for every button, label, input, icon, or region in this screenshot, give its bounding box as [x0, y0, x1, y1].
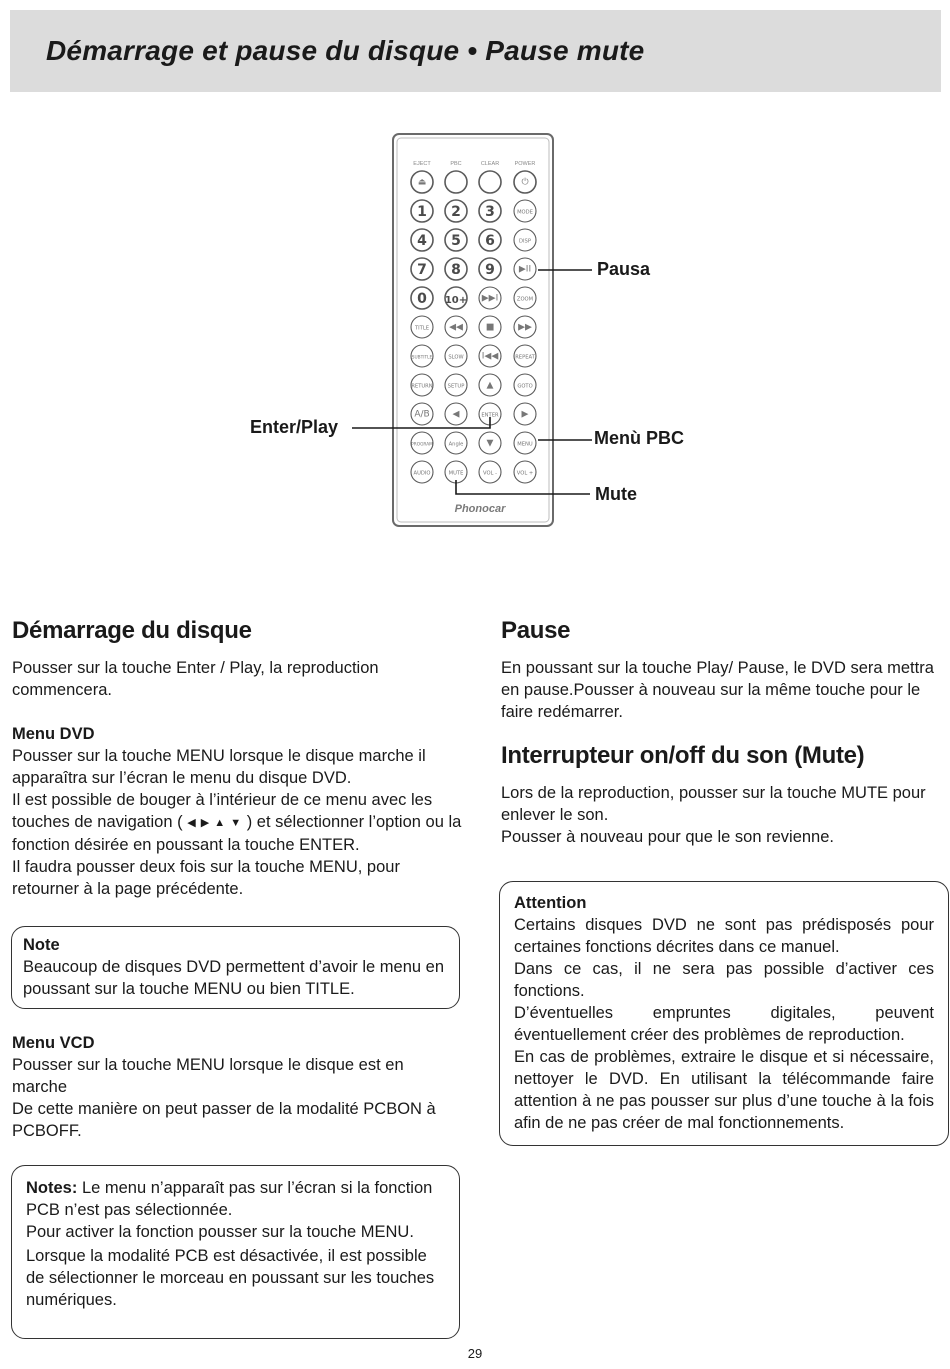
- attention-line3: D’éventuelles empruntes digitales, peuvent éventuellement créer des problèmes de reproduction.: [514, 1004, 934, 1044]
- header-band: [10, 10, 941, 92]
- remote-button-label: PROGRAM: [411, 442, 433, 448]
- note-body: Beaucoup de disques DVD permettent d’avoir le menu en poussant sur la touche MENU ou bien TITLE.: [23, 958, 444, 998]
- remote-button-label: ■: [485, 322, 495, 333]
- remote-button-label: I◀◀: [481, 351, 499, 362]
- remote-button-label: VOL -: [483, 470, 497, 477]
- remote-button-label: 7: [417, 262, 427, 278]
- remote-svg: [0, 120, 950, 540]
- menu-dvd-heading: Menu DVD: [12, 725, 95, 743]
- remote-button-label: VOL +: [516, 470, 534, 477]
- remote-button-label: A/B: [414, 409, 430, 420]
- remote-brand-logo: Phonocar: [454, 503, 506, 515]
- callout-enter-play: Enter/Play: [250, 417, 339, 437]
- remote-button-label: 4: [417, 233, 427, 249]
- nav-arrows-icon: ◀ ▶ ▲ ▼: [187, 817, 243, 829]
- callout-mute: Mute: [595, 484, 637, 504]
- attention-line1: Certains disques DVD ne sont pas prédisposés pour certaines fonctions décrites dans ce manuel.: [514, 916, 934, 956]
- remote-button-label: 8: [451, 262, 461, 278]
- remote-button-label: ⏏: [417, 177, 427, 188]
- remote-button: [479, 171, 501, 193]
- attention-heading: Attention: [514, 894, 587, 912]
- menu-vcd-heading: Menu VCD: [12, 1034, 95, 1052]
- remote-button-label: MUTE: [448, 470, 464, 477]
- note-box: [11, 926, 460, 1009]
- remote-button-label: ▶: [521, 409, 529, 420]
- remote-button-label: ▼: [486, 438, 494, 449]
- attention-line4: En cas de problèmes, extraire le disque et si nécessaire, nettoyer le DVD. En utilisant la télécommande faire attention à ne pas pousser sur plus d’une touche à la fois afin de ne pas créer de mal fonctionnements.: [514, 1048, 934, 1132]
- notes-line2: Pour activer la fonction pousser sur la touche MENU.: [26, 1223, 414, 1241]
- remote-top-label: POWER: [514, 161, 536, 167]
- mute-heading: Interrupteur on/off du son (Mute): [501, 742, 865, 769]
- mute-line2: Pousser à nouveau pour que le son revienne.: [501, 828, 834, 846]
- remote-top-label: EJECT: [413, 161, 431, 167]
- note-heading: Note: [23, 936, 60, 954]
- remote-button-label: AUDIO: [413, 470, 431, 477]
- remote-button-label: ZOOM: [516, 296, 534, 303]
- remote-button-label: TITLE: [414, 325, 430, 332]
- remote-button-label: SUBTITLE: [411, 355, 433, 361]
- mute-line1: Lors de la reproduction, pousser sur la touche MUTE pour enlever le son.: [501, 784, 926, 824]
- remote-button-label: SLOW: [448, 354, 464, 361]
- callout-pausa: Pausa: [597, 259, 651, 279]
- notes-line1-text: Le menu n’apparaît pas sur l’écran si la fonction PCB n’est pas sélectionnée.: [26, 1179, 433, 1219]
- pause-body: En poussant sur la touche Play/ Pause, le DVD sera mettra en pause.Pousser à nouveau sur la même touche pour le faire redémarrer.: [501, 659, 934, 721]
- pause-heading: Pause: [501, 617, 571, 644]
- attention-line2: Dans ce cas, il ne sera pas possible d’activer ces fonctions.: [514, 960, 934, 1000]
- remote-button-label: 0: [417, 291, 427, 307]
- demarrage-heading: Démarrage du disque: [12, 617, 252, 644]
- notes-line1: [26, 1177, 445, 1221]
- remote-button-label: ▶▶I: [481, 293, 499, 304]
- remote-button-label: RETURN: [411, 383, 433, 390]
- remote-button-label: ◀◀: [449, 322, 463, 333]
- remote-illustration: [0, 120, 950, 540]
- remote-button-label: GOTO: [517, 383, 533, 390]
- menu-dvd-line2b: ) et sélectionner l’option ou la fonction désirée en poussant la touche ENTER.: [12, 813, 462, 854]
- menu-vcd-line1: Pousser sur la touche MENU lorsque le disque est en marche: [12, 1056, 404, 1096]
- remote-button-label: DISP: [519, 238, 531, 245]
- remote-button-label: ENTER: [481, 412, 499, 419]
- demarrage-body: Pousser sur la touche Enter / Play, la reproduction commencera.: [12, 659, 379, 699]
- remote-button-label: 10+: [444, 295, 468, 306]
- remote-button-label: ▶II: [518, 264, 532, 275]
- remote-button-label: ▲: [486, 380, 494, 391]
- remote-button-label: 9: [485, 262, 495, 278]
- remote-button-label: 6: [485, 233, 495, 249]
- remote-button-label: REPEAT: [515, 354, 535, 361]
- remote-top-label: CLEAR: [480, 161, 500, 167]
- left-column: [12, 617, 462, 900]
- menu-dvd-line2: [12, 789, 462, 856]
- right-column: [501, 617, 941, 848]
- remote-button-label: MENU: [517, 441, 533, 448]
- remote-button-label: 3: [485, 204, 495, 220]
- remote-button-label: 1: [417, 204, 427, 220]
- remote-button-label: Angle: [448, 441, 464, 448]
- remote-button: [445, 171, 467, 193]
- remote-top-label: PBC: [450, 161, 462, 167]
- callout-menu-pbc: Menù PBC: [594, 428, 684, 448]
- notes-box: [11, 1165, 460, 1339]
- page-number: 29: [467, 1346, 483, 1361]
- remote-button-label: 2: [451, 204, 461, 220]
- notes-label: Notes:: [26, 1179, 78, 1197]
- remote-button-label: ◀: [452, 409, 460, 420]
- page-title: Démarrage et pause du disque • Pause mute: [46, 35, 645, 66]
- attention-box: [499, 881, 949, 1146]
- remote-button-label: 5: [451, 233, 461, 249]
- menu-dvd-line1: Pousser sur la touche MENU lorsque le disque marche il apparaîtra sur l’écran le menu du disque DVD.: [12, 747, 426, 787]
- menu-dvd-line3: Il faudra pousser deux fois sur la touche MENU, pour retourner à la page précédente.: [12, 858, 400, 898]
- notes-line3: Lorsque la modalité PCB est désactivée, il est possible de sélectionner le morceau en poussant sur les touches numériques.: [26, 1247, 435, 1309]
- menu-dvd-line2a: Il est possible de bouger à l’intérieur de ce menu avec les touches de navigation (: [12, 791, 433, 831]
- menu-vcd-section: [12, 1032, 462, 1142]
- remote-button-label: ▶▶: [518, 322, 532, 333]
- remote-button-label: ⏻: [521, 177, 529, 188]
- remote-button-label: SETUP: [447, 383, 465, 390]
- remote-button-label: MODE: [517, 209, 533, 216]
- menu-vcd-line2: De cette manière on peut passer de la modalité PCBON à PCBOFF.: [12, 1100, 436, 1140]
